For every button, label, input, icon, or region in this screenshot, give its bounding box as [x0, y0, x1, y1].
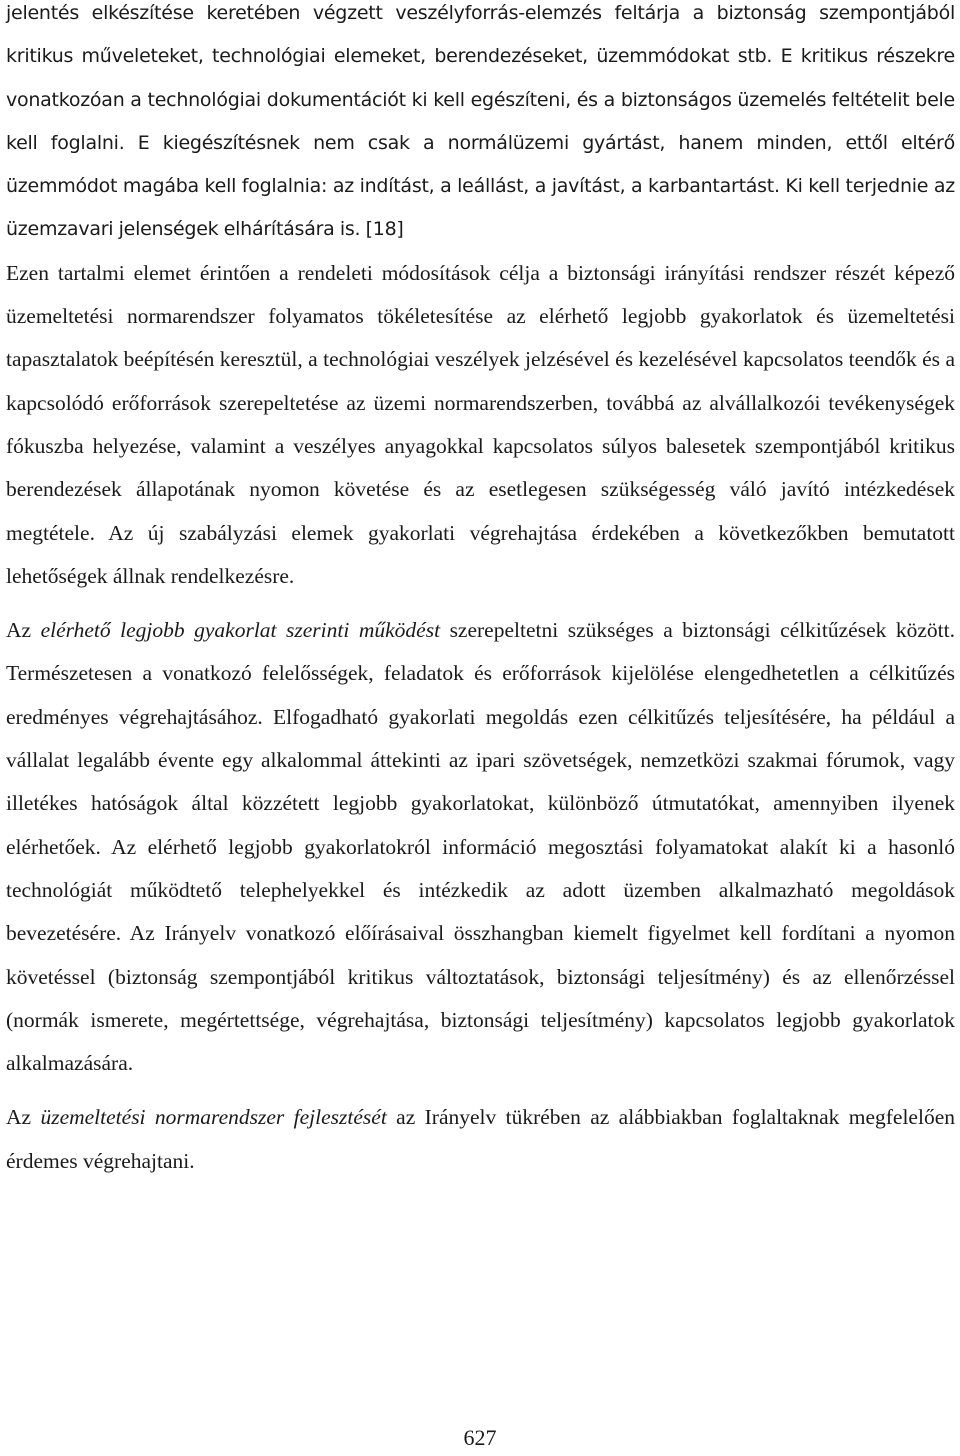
- paragraph-3-emphasis: elérhető legjobb gyakorlat szerinti működést: [40, 618, 441, 643]
- paragraph-4-text-rest: az Irányelv tükrében az alábbiakban foglaltaknak megfelelően érdemes végrehajtani.: [6, 1105, 955, 1173]
- page-number: 627: [463, 1425, 497, 1450]
- paragraph-2: [6, 252, 955, 598]
- paragraph-2-text: Ezen tartalmi elemet érintően a rendeleti módosítások célja a biztonsági irányítási rendszer részét képező üzemeltetési normarendszer folyamatos tökéletesítése az elérhető legjobb gyakorlatok és üzemeltetési tapasztalatok beépítésén keresztül, a technológiai veszélyek jelzésével és kezelésével kapcsolatos teendők és a kapcsolódó erőforrások szerepeltetése az üzemi normarendszerben, továbbá az alvállalkozói tevékenységek fókuszba helyezése, valamint a veszélyes anyagokkal kapcsolatos súlyos balesetek szempontjából kritikus berendezések állapotának nyomon követése és az esetlegesen szükségesség váló javító intézkedések megtétele. Az új szabályzási elemek gyakorlati végrehajtása érdekében a következőkben bemutatott lehetőségek állnak rendelkezésre.: [6, 260, 955, 588]
- paragraph-4-text-start: Az: [6, 1105, 41, 1130]
- paragraph-3-text-rest: szerepeltetni szükséges a biztonsági célkitűzések között. Természetesen a vonatkozó felelősségek, feladatok és erőforrások kijelölése elengedhetetlen a célkitűzés eredményes végrehajtásához. Elfogadható gyakorlati megoldás ezen célkitűzés teljesítésére, ha például a vállalat legalább évente egy alkalommal áttekinti az ipari szövetségek, nemzetközi szakmai fórumok, vagy illetékes hatóságok által közzétett legjobb gyakorlatokat, különböző útmutatókat, amennyiben ilyenek elérhetőek. Az elérhető legjobb gyakorlatokról információ megosztási folyamatokat alakít ki a hasonló technológiát működtető telephelyekkel és intézkedik az adott üzemben alkalmazható megoldások bevezetésére. Az Irányelv vonatkozó előírásaival összhangban kiemelt figyelmet kell fordítani a nyomon követéssel (biztonság szempontjából kritikus változtatások, biztonsági teljesítmény) és az ellenőrzéssel (normák ismerete, megértettsége, végrehajtása, biztonsági teljesítmény) kapcsolatos legjobb gyakorlatok alkalmazására.: [6, 618, 955, 1076]
- document-page: [6, 0, 955, 1183]
- paragraph-4-emphasis: üzemeltetési normarendszer fejlesztését: [40, 1105, 387, 1130]
- paragraph-1: [6, 0, 955, 252]
- paragraph-3-text-start: Az: [6, 618, 41, 643]
- paragraph-3: [6, 609, 955, 1085]
- paragraph-4: [6, 1096, 955, 1183]
- paragraph-1-text: jelentés elkészítése keretében végzett veszélyforrás-elemzés feltárja a biztonság szempontjából kritikus műveleteket, technológiai elemeket, berendezéseket, üzemmódokat stb. E kritikus részekre vonatkozóan a technológiai dokumentációt ki kell egészíteni, és a biztonságos üzemelés feltételit bele kell foglalni. E kiegészítésnek nem csak a normálüzemi gyártást, hanem minden, ettől eltérő üzemmódot magába kell foglalnia: az indítást, a leállást, a javítást, a karbantartást. Ki kell terjednie az üzemzavari jelenségek elhárítására is. [18]: [6, 2, 955, 241]
